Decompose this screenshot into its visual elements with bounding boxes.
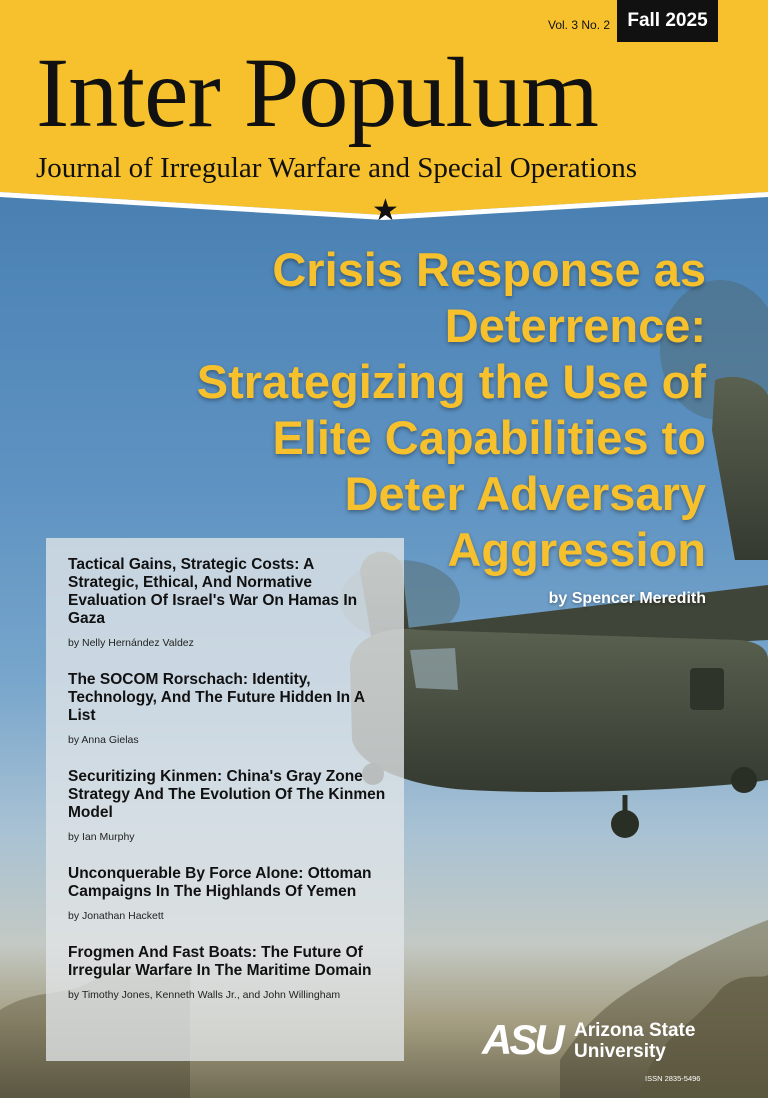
- article-title: Frogmen And Fast Boats: The Future Of Irregular Warfare In The Maritime Domain: [68, 944, 372, 979]
- journal-title: Inter Populum: [36, 37, 598, 148]
- article-title: Tactical Gains, Strategic Costs: A Strategic, Ethical, And Normative Evaluation Of Israel's War On Hamas In Gaza: [68, 556, 358, 627]
- article-item: [68, 944, 404, 1001]
- journal-subtitle: Journal of Irregular Warfare and Special Operations: [36, 152, 638, 184]
- asu-name-line2: University: [574, 1041, 666, 1062]
- asu-logo-mark: ASU: [482, 1016, 562, 1063]
- article-author: by Jonathan Hackett: [68, 910, 164, 922]
- asu-logo-name: [574, 1020, 695, 1062]
- feature-headline-line: Aggression: [447, 523, 706, 576]
- feature-headline-line: Elite Capabilities to: [272, 411, 706, 464]
- article-title: Unconquerable By Force Alone: Ottoman Campaigns In The Highlands Of Yemen: [68, 865, 372, 900]
- articles-panel: [46, 538, 404, 1061]
- feature-headline-line: Strategizing the Use of: [196, 355, 706, 408]
- article-title: Securitizing Kinmen: China's Gray Zone Strategy And The Evolution Of The Kinmen Model: [68, 768, 386, 821]
- feature-headline-line: Deterrence:: [444, 299, 706, 352]
- issn-number: ISSN 2835-5496: [645, 1074, 701, 1083]
- asu-name-line1: Arizona State: [574, 1020, 696, 1041]
- masthead: [0, 0, 768, 227]
- feature-headline-line: Crisis Response as: [272, 243, 706, 296]
- article-title: The SOCOM Rorschach: Identity, Technology, And The Future Hidden In A List: [68, 671, 365, 724]
- article-item: [68, 768, 404, 843]
- article-item: [68, 671, 404, 746]
- issue-volume: Vol. 3 No. 2: [548, 18, 611, 32]
- article-item: [68, 865, 404, 922]
- article-item: [68, 556, 404, 649]
- feature-headline: [86, 242, 706, 578]
- article-author: by Ian Murphy: [68, 831, 135, 843]
- feature-author: by Spencer Meredith: [548, 590, 706, 607]
- star-icon: ★: [372, 194, 399, 227]
- article-author: by Timothy Jones, Kenneth Walls Jr., and John Willingham: [68, 989, 341, 1001]
- feature-headline-line: Deter Adversary: [344, 467, 706, 520]
- issue-season-badge: Fall 2025: [617, 0, 718, 42]
- asu-logo: [482, 1018, 712, 1062]
- article-author: by Anna Gielas: [68, 734, 139, 746]
- article-author: by Nelly Hernández Valdez: [68, 637, 194, 649]
